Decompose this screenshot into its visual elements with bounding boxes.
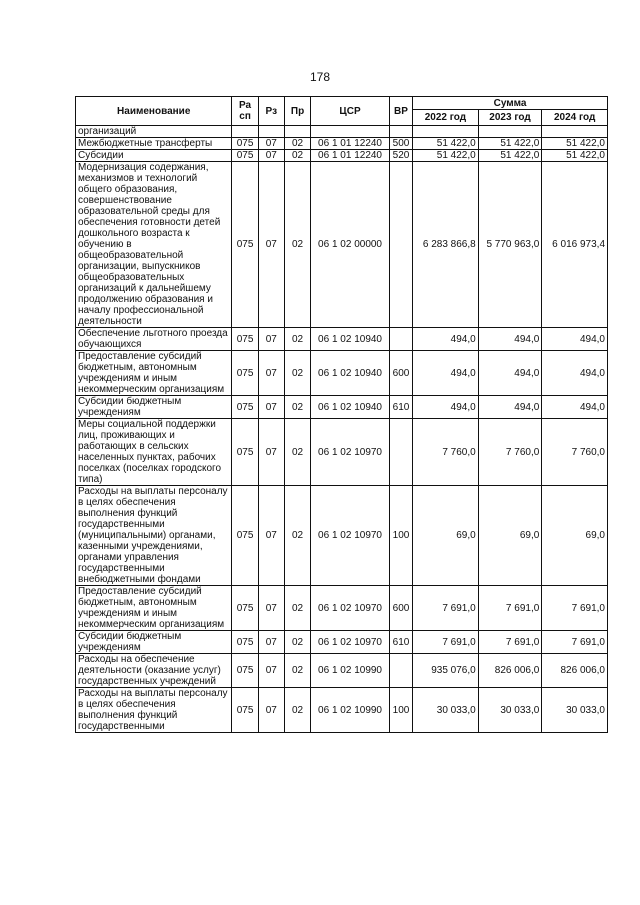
- cell-rz: 07: [258, 150, 284, 162]
- cell-sum-2024: 7 691,0: [542, 586, 608, 631]
- table-row: [76, 162, 608, 328]
- cell-csr: [311, 126, 390, 138]
- table-row: [76, 138, 608, 150]
- cell-rasp: 075: [232, 328, 258, 351]
- cell-sum-2023: 7 691,0: [478, 586, 542, 631]
- cell-rasp: 075: [232, 351, 258, 396]
- cell-csr: 06 1 02 10940: [311, 351, 390, 396]
- cell-name: Расходы на выплаты персоналу в целях обеспечения выполнения функций государственными: [76, 688, 232, 733]
- cell-name: Предоставление субсидий бюджетным, автономным учреждениям и иным некоммерческим организациям: [76, 586, 232, 631]
- header-year-2023: 2023 год: [478, 110, 542, 126]
- cell-pr: 02: [284, 150, 310, 162]
- cell-sum-2024: 6 016 973,4: [542, 162, 608, 328]
- cell-rz: [258, 126, 284, 138]
- cell-vr: 100: [389, 688, 412, 733]
- cell-pr: 02: [284, 396, 310, 419]
- cell-sum-2023: 494,0: [478, 328, 542, 351]
- cell-vr: [389, 126, 412, 138]
- cell-sum-2024: 30 033,0: [542, 688, 608, 733]
- cell-csr: 06 1 02 10970: [311, 631, 390, 654]
- cell-pr: 02: [284, 631, 310, 654]
- header-pr: Пр: [284, 97, 310, 126]
- table-row: [76, 351, 608, 396]
- cell-name: Предоставление субсидий бюджетным, автономным учреждениям и иным некоммерческим организациям: [76, 351, 232, 396]
- cell-sum-2022: 7 691,0: [413, 631, 479, 654]
- header-csr: ЦСР: [311, 97, 390, 126]
- cell-rasp: 075: [232, 586, 258, 631]
- cell-sum-2022: 494,0: [413, 351, 479, 396]
- table-row: [76, 486, 608, 586]
- cell-rz: 07: [258, 631, 284, 654]
- cell-rz: 07: [258, 138, 284, 150]
- cell-sum-2024: 51 422,0: [542, 150, 608, 162]
- cell-csr: 06 1 02 10970: [311, 419, 390, 486]
- table-row: [76, 419, 608, 486]
- cell-rasp: [232, 126, 258, 138]
- cell-rz: 07: [258, 419, 284, 486]
- cell-rasp: 075: [232, 419, 258, 486]
- cell-vr: 600: [389, 351, 412, 396]
- cell-pr: 02: [284, 419, 310, 486]
- cell-name: Расходы на обеспечение деятельности (оказание услуг) государственных учреждений: [76, 654, 232, 688]
- cell-rz: 07: [258, 654, 284, 688]
- cell-rasp: 075: [232, 162, 258, 328]
- cell-sum-2022: 7 691,0: [413, 586, 479, 631]
- cell-sum-2024: 494,0: [542, 351, 608, 396]
- cell-sum-2023: [478, 126, 542, 138]
- cell-vr: 500: [389, 138, 412, 150]
- cell-rz: 07: [258, 396, 284, 419]
- cell-sum-2023: 30 033,0: [478, 688, 542, 733]
- cell-name: Межбюджетные трансферты: [76, 138, 232, 150]
- cell-vr: 610: [389, 396, 412, 419]
- cell-name: Меры социальной поддержки лиц, проживающих и работающих в сельских населенных пунктах, рабочих поселках (поселках городского типа): [76, 419, 232, 486]
- cell-vr: 520: [389, 150, 412, 162]
- cell-sum-2022: 69,0: [413, 486, 479, 586]
- header-name: Наименование: [76, 97, 232, 126]
- cell-csr: 06 1 02 10990: [311, 654, 390, 688]
- cell-rz: 07: [258, 328, 284, 351]
- header-year-2024: 2024 год: [542, 110, 608, 126]
- cell-sum-2023: 51 422,0: [478, 138, 542, 150]
- table-row: [76, 396, 608, 419]
- cell-rasp: 075: [232, 396, 258, 419]
- cell-rz: 07: [258, 486, 284, 586]
- header-rz: Рз: [258, 97, 284, 126]
- cell-rasp: 075: [232, 486, 258, 586]
- cell-sum-2023: 494,0: [478, 351, 542, 396]
- cell-sum-2023: 7 691,0: [478, 631, 542, 654]
- cell-pr: 02: [284, 654, 310, 688]
- cell-sum-2024: 494,0: [542, 396, 608, 419]
- cell-name: Субсидии бюджетным учреждениям: [76, 396, 232, 419]
- cell-csr: 06 1 02 10940: [311, 396, 390, 419]
- cell-sum-2024: [542, 126, 608, 138]
- cell-sum-2023: 5 770 963,0: [478, 162, 542, 328]
- cell-rz: 07: [258, 688, 284, 733]
- header-rasp: Ра сп: [232, 97, 258, 126]
- cell-pr: [284, 126, 310, 138]
- cell-csr: 06 1 02 10970: [311, 586, 390, 631]
- cell-vr: [389, 654, 412, 688]
- cell-pr: 02: [284, 486, 310, 586]
- table-row: [76, 631, 608, 654]
- cell-sum-2024: 494,0: [542, 328, 608, 351]
- cell-sum-2022: 935 076,0: [413, 654, 479, 688]
- cell-csr: 06 1 02 10940: [311, 328, 390, 351]
- cell-rz: 07: [258, 162, 284, 328]
- cell-csr: 06 1 02 10970: [311, 486, 390, 586]
- cell-rz: 07: [258, 586, 284, 631]
- cell-rasp: 075: [232, 654, 258, 688]
- cell-sum-2023: 51 422,0: [478, 150, 542, 162]
- cell-csr: 06 1 02 00000: [311, 162, 390, 328]
- cell-pr: 02: [284, 162, 310, 328]
- header-year-2022: 2022 год: [413, 110, 479, 126]
- cell-name: Субсидии: [76, 150, 232, 162]
- table-row: [76, 688, 608, 733]
- cell-name: Модернизация содержания, механизмов и технологий общего образования, совершенствование образовательной среды для обеспечения готовности детей дошкольного возраста к обучению в общеобразовательной организации, выпускников общеобразовательных организаций к дальнейшему продолжению образования и началу профессиональной деятельности: [76, 162, 232, 328]
- cell-name: Обеспечение льготного проезда обучающихся: [76, 328, 232, 351]
- table-row: [76, 328, 608, 351]
- table-row: [76, 126, 608, 138]
- cell-sum-2023: 494,0: [478, 396, 542, 419]
- cell-vr: 610: [389, 631, 412, 654]
- cell-vr: [389, 419, 412, 486]
- header-vr: ВР: [389, 97, 412, 126]
- cell-sum-2022: [413, 126, 479, 138]
- cell-name: Субсидии бюджетным учреждениям: [76, 631, 232, 654]
- cell-pr: 02: [284, 328, 310, 351]
- cell-rasp: 075: [232, 631, 258, 654]
- cell-rasp: 075: [232, 150, 258, 162]
- cell-sum-2024: 7 691,0: [542, 631, 608, 654]
- cell-sum-2022: 51 422,0: [413, 138, 479, 150]
- page-number: 178: [309, 70, 331, 84]
- cell-sum-2023: 69,0: [478, 486, 542, 586]
- cell-sum-2024: 7 760,0: [542, 419, 608, 486]
- cell-sum-2023: 826 006,0: [478, 654, 542, 688]
- cell-sum-2024: 826 006,0: [542, 654, 608, 688]
- header-sum: Сумма: [413, 97, 608, 110]
- cell-sum-2022: 494,0: [413, 328, 479, 351]
- cell-vr: [389, 328, 412, 351]
- budget-table: [75, 96, 608, 733]
- cell-sum-2022: 6 283 866,8: [413, 162, 479, 328]
- cell-rasp: 075: [232, 688, 258, 733]
- cell-csr: 06 1 02 10990: [311, 688, 390, 733]
- cell-rasp: 075: [232, 138, 258, 150]
- cell-name: Расходы на выплаты персоналу в целях обеспечения выполнения функций государственными (муниципальными) органами, казенными учреждениями, органами управления государственными внебюджетными фондами: [76, 486, 232, 586]
- cell-sum-2024: 51 422,0: [542, 138, 608, 150]
- cell-pr: 02: [284, 138, 310, 150]
- cell-pr: 02: [284, 688, 310, 733]
- cell-csr: 06 1 01 12240: [311, 150, 390, 162]
- cell-sum-2022: 51 422,0: [413, 150, 479, 162]
- table-row: [76, 150, 608, 162]
- cell-sum-2023: 7 760,0: [478, 419, 542, 486]
- cell-pr: 02: [284, 586, 310, 631]
- cell-csr: 06 1 01 12240: [311, 138, 390, 150]
- cell-sum-2024: 69,0: [542, 486, 608, 586]
- cell-sum-2022: 494,0: [413, 396, 479, 419]
- cell-vr: 100: [389, 486, 412, 586]
- cell-sum-2022: 7 760,0: [413, 419, 479, 486]
- cell-sum-2022: 30 033,0: [413, 688, 479, 733]
- cell-pr: 02: [284, 351, 310, 396]
- table-row: [76, 586, 608, 631]
- cell-vr: [389, 162, 412, 328]
- table-row: [76, 654, 608, 688]
- cell-vr: 600: [389, 586, 412, 631]
- cell-name: организаций: [76, 126, 232, 138]
- cell-rz: 07: [258, 351, 284, 396]
- table-body: [76, 126, 608, 733]
